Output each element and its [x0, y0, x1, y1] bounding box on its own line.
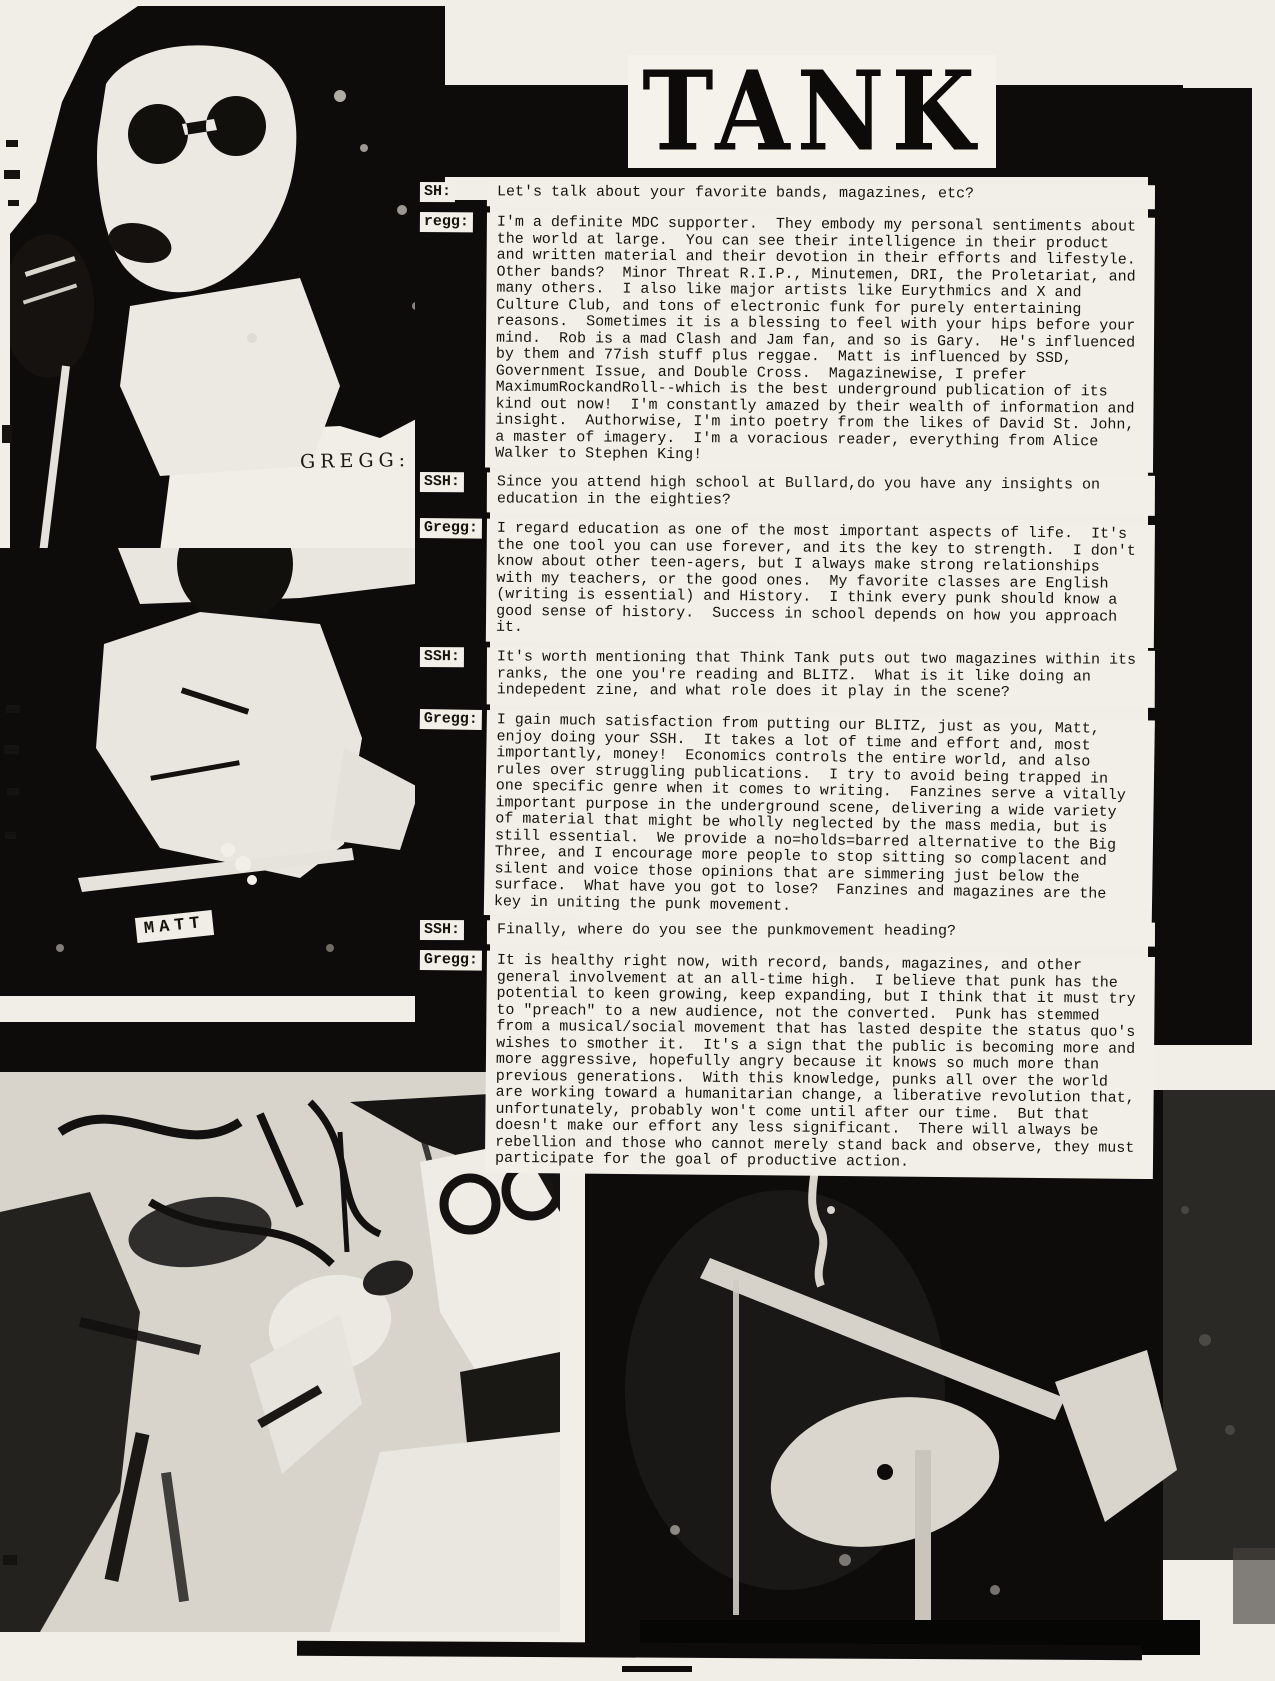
binding-mark: [8, 200, 19, 206]
bottom-mark: [622, 1666, 692, 1672]
binding-mark: [2, 425, 12, 443]
speaker-label: [420, 647, 487, 667]
photo-matt-bass-art: [0, 548, 432, 996]
masthead: [628, 47, 996, 176]
speaker-text: SH:: [420, 182, 455, 202]
speaker-text: SSH:: [420, 920, 464, 940]
qa-row: [418, 950, 1155, 1179]
question-text: It's worth mentioning that Think Tank puts out two magazines within its ranks, the one you're reading and BLITZ. What is it like doing an indepedent zine, and what role does it play in the scene?: [487, 647, 1155, 707]
page-title: TANK: [642, 47, 982, 176]
speaker-text: SSH:: [420, 647, 464, 667]
binding-mark: [5, 832, 16, 839]
speaker-label: [420, 709, 487, 730]
speaker-label: [420, 472, 487, 492]
speaker-text: Gregg:: [420, 518, 482, 539]
binding-mark: [6, 705, 20, 713]
speaker-text: Gregg:: [420, 950, 482, 971]
right-black-band: [1148, 88, 1252, 1045]
speaker-text: Gregg:: [420, 709, 482, 730]
answer-text: I'm a definite MDC supporter. They embody my personal sentiments about the world at large. You can see their intelligence in their product and written material and their devotion in their efforts and lifestyle. Other bands? Minor Threat R.I.P., Minutemen, DRI, the Proletariat, and many others. I also like major artists like Eurythmics and X and Culture Club, and tons of electronic funk for purely entertaining reasons. Sometimes it is a blessing to feel with your hips before your mind. Rob is a mad Clash and Jam fan, and so is Gary. He's influenced by them and 77ish stuff plus reggae. Matt is influenced by SSD, Government Issue, and Double Cross. Magazinewise, I prefer MaximumRockandRoll--which is the best underground publication of its kind out now! I'm constantly amazed by their wealth of information and insight. Authorwise, I'm into poetry from the likes of David St. John, a master of imagery. I'm a voracious reader, everything from Alice Walker to Stephen King!: [485, 212, 1155, 472]
speaker-label: [420, 182, 487, 202]
speaker-label: [420, 920, 487, 940]
caption-gregg: GREGG:: [299, 449, 411, 473]
answer-text: It is healthy right now, with record, bands, magazines, and other general involvement at an all-time high. I believe that punk has the potential to keen growing, keep expanding, but I think that it must try to "preach" to a new audience, not the converted. Punk has stemmed from a musical/social movement that has lasted despite the status quo's wishes to smother it. It's a sign that the public is becoming more and more aggressive, hopefully angry because it knows so much more than previous generations. With this knowledge, punks all over the world are working toward a humanitarian change, a liberative revolution that, unfortunately, probably won't come until after our time. But that doesn't make our effort any less significant. There will always be rebellion and those who cannot merely stand back and observe, they must participate for the goal of productive action.: [485, 950, 1155, 1178]
speaker-text: regg:: [420, 212, 473, 232]
binding-mark: [4, 170, 20, 179]
corner-noise: [1233, 1548, 1275, 1624]
binding-mark: [4, 745, 19, 754]
photo-matt-bass: [0, 548, 432, 996]
speaker-label: [420, 518, 487, 539]
question-text: Let's talk about your favorite bands, magazines, etc?: [487, 182, 1155, 208]
question-text: Since you attend high school at Bullard,do you have any insights on education in the eighties?: [487, 472, 1155, 515]
qa-row: [419, 518, 1155, 648]
answer-text: I gain much satisfaction from putting our BLITZ, just as you, Matt, enjoy doing your SSH. It takes a lot of time and effort and, most importantly, money! Economics controls the entire world, and also rules over struggling publications. I try to avoid being trapped in one specific genre when it comes to writing. Fanzines serve a vitally important purpose in the underground scene, delivering a wide variety of material that might be wholly neglected by the mass media, but is still essential. We provide a no=holds=barred alternative to the Big Three, and I encourage more people to stop sitting so complacent and silent and voice those opinions that are simmering just below the surface. What have you got to lose? Fanzines and magazines are the key in uniting the punk movement.: [484, 710, 1155, 925]
qa-row: [417, 709, 1155, 926]
question-text: Finally, where do you see the punkmovement heading?: [487, 920, 1155, 946]
qa-row: [418, 212, 1155, 472]
qa-row: [420, 472, 1155, 516]
answer-text: I regard education as one of the most important aspects of life. It's the one tool you can use forever, and its the key to strength. I don't know about other teen-agers, but I always make strong relationships with my teachers, or the good ones. My favorite classes are English (writing is essential) and History. I think every punk should know a good sense of history. Success in school depends on how you approach it.: [486, 519, 1155, 648]
qa-row: [420, 647, 1155, 707]
qa-row: [420, 920, 1155, 946]
caption-matt: MATT: [135, 910, 214, 943]
qa-row: [420, 182, 1155, 209]
binding-mark: [7, 788, 19, 795]
binding-mark: [3, 1555, 17, 1565]
speaker-text: SSH:: [420, 472, 464, 492]
binding-mark: [6, 140, 18, 147]
speaker-label: [420, 950, 487, 971]
bottom-rule: [297, 1641, 1142, 1660]
interview-column: [420, 182, 1155, 1177]
speaker-label: [420, 212, 487, 233]
